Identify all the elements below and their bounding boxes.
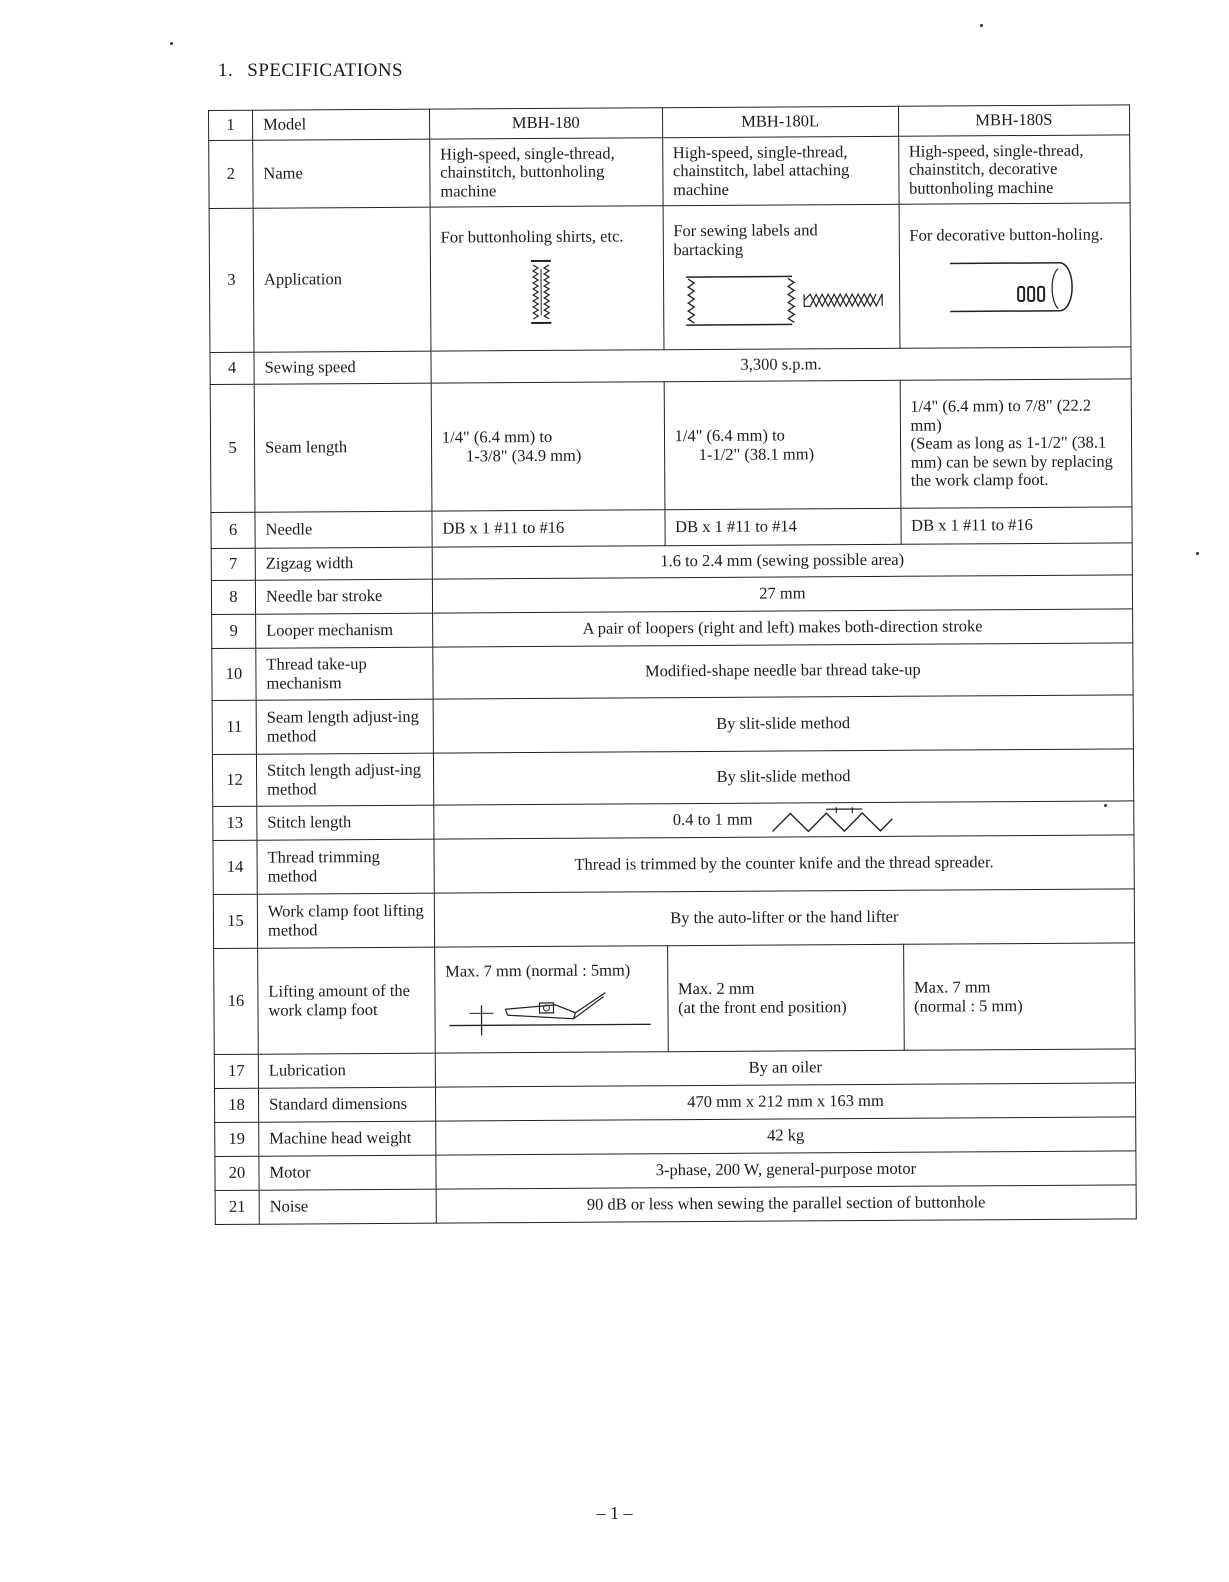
table-row — [212, 643, 1133, 701]
specifications-table — [208, 104, 1137, 1225]
row-item: Seam length — [254, 383, 432, 512]
row-item: Needle — [255, 511, 432, 548]
cell-all-models: By slit-slide method — [433, 749, 1133, 805]
table-row — [215, 1117, 1136, 1157]
model-mbh180s: MBH-180S — [898, 105, 1130, 136]
seam-length-min: 1/4" (6.4 mm) to — [441, 426, 553, 447]
row-number: 11 — [212, 700, 256, 754]
cell-all-models: 3-phase, 200 W, general-purpose motor — [436, 1151, 1136, 1189]
table-row — [212, 695, 1133, 755]
row-number: 3 — [209, 208, 254, 352]
zigzag-stitch-icon — [771, 806, 895, 833]
row-item: Sewing speed — [254, 351, 431, 384]
seam-length-min: 1/4" (6.4 mm) to — [674, 425, 785, 446]
row-item: Seam length adjust-ing method — [256, 699, 433, 754]
row-number: 12 — [212, 754, 256, 806]
row-number: 1 — [209, 110, 253, 140]
application-text: For decorative button-holing. — [909, 224, 1104, 245]
cell-all-models: Modified-shape needle bar thread take-up — [433, 643, 1133, 699]
row-item: Thread take-up mechanism — [256, 647, 433, 700]
row-item: Lifting amount of the work clamp foot — [258, 947, 436, 1054]
row-number: 8 — [211, 580, 255, 614]
lifting-amount-max: Max. 7 mm — [913, 977, 991, 997]
page-number: – 1 – — [596, 1503, 633, 1523]
scan-speck — [980, 24, 983, 27]
cell-all-models: 27 mm — [432, 575, 1132, 613]
seam-length-max: 1-1/2" (38.1 mm) — [698, 443, 815, 464]
row-item: Stitch length adjust-ing method — [256, 753, 433, 806]
cell-all-models — [434, 801, 1134, 839]
cell-mbh180l — [664, 380, 901, 509]
stitch-length-value: 0.4 to 1 mm — [672, 808, 753, 829]
cell-mbh180 — [431, 382, 664, 511]
row-item: Motor — [259, 1155, 436, 1190]
cell-mbh180 — [430, 206, 664, 351]
cell-all-models: By an oiler — [435, 1049, 1135, 1087]
buttonhole-stitch-icon — [441, 256, 631, 329]
row-number: 13 — [213, 806, 257, 840]
seam-length-note: (Seam as long as 1-1/2" (38.1 mm) can be sewn by replacing the work clamp foot. — [910, 432, 1113, 490]
row-number: 17 — [214, 1054, 258, 1088]
row-number: 4 — [210, 352, 254, 384]
cell-mbh180l — [663, 204, 900, 349]
row-item: Application — [253, 207, 431, 352]
row-item: Name — [253, 139, 430, 208]
clamp-foot-lift-icon — [445, 990, 655, 1037]
table-row — [214, 1083, 1135, 1123]
cell-mbh180s — [903, 943, 1135, 1050]
table-row — [211, 507, 1132, 549]
page-title — [218, 60, 403, 82]
application-text: For buttonholing shirts, etc. — [440, 226, 624, 247]
table-row — [209, 135, 1130, 209]
cell-mbh180s — [899, 203, 1131, 348]
section-number: 1. — [218, 60, 234, 81]
model-mbh180: MBH-180 — [429, 108, 662, 139]
table-row — [209, 203, 1131, 353]
cell-all-models: 3,300 s.p.m. — [431, 347, 1131, 383]
lifting-amount-text: Max. 7 mm (normal : 5mm) — [445, 960, 631, 981]
scan-speck — [1104, 804, 1107, 807]
seam-length-max: 1-3/8" (34.9 mm) — [465, 445, 582, 465]
table-row — [215, 1185, 1136, 1225]
row-item: Model — [252, 109, 429, 140]
table-row — [214, 1049, 1135, 1089]
row-item: Work clamp foot lifting method — [257, 893, 434, 948]
row-number: 21 — [215, 1190, 259, 1224]
seam-length-range: 1/4" (6.4 mm) to 7/8" (22.2 mm) — [910, 395, 1092, 435]
section-title: SPECIFICATIONS — [247, 60, 404, 81]
row-item: Lubrication — [258, 1053, 435, 1088]
cell-mbh180l: DB x 1 #11 to #14 — [665, 508, 901, 545]
row-item: Standard dimensions — [258, 1087, 435, 1122]
row-item: Noise — [259, 1189, 436, 1224]
cell-all-models: A pair of loopers (right and left) makes both-direction stroke — [432, 609, 1132, 647]
row-number: 15 — [213, 894, 257, 948]
row-item: Needle bar stroke — [255, 579, 432, 614]
table-row — [212, 609, 1133, 649]
row-number: 5 — [210, 384, 255, 512]
cell-all-models: 1.6 to 2.4 mm (sewing possible area) — [432, 543, 1132, 579]
cell-mbh180: DB x 1 #11 to #16 — [432, 510, 665, 547]
scan-speck — [1196, 552, 1199, 555]
row-number: 19 — [215, 1122, 259, 1156]
row-item: Zigzag width — [255, 547, 432, 580]
table-row — [210, 379, 1132, 513]
row-number: 18 — [214, 1088, 258, 1122]
row-number: 20 — [215, 1156, 259, 1190]
table-row — [213, 835, 1134, 895]
cell-mbh180s: DB x 1 #11 to #16 — [901, 507, 1133, 544]
row-item: Looper mechanism — [256, 613, 433, 648]
row-number: 9 — [212, 614, 256, 648]
table-row — [211, 575, 1132, 615]
row-number: 7 — [211, 548, 255, 580]
cell-mbh180 — [434, 946, 667, 1053]
table-row — [215, 1151, 1136, 1191]
label-bartack-icon — [674, 268, 889, 333]
application-text: For sewing labels and bartacking — [673, 220, 818, 259]
cell-mbh180l — [667, 944, 904, 1051]
scan-speck — [170, 42, 173, 45]
row-number: 2 — [209, 140, 253, 208]
row-number: 16 — [214, 948, 259, 1054]
decorative-buttonhole-icon — [909, 254, 1109, 325]
lifting-amount-note: (at the front end position) — [678, 996, 847, 1017]
cell-all-models: 470 mm x 212 mm x 163 mm — [435, 1083, 1135, 1121]
row-item: Thread trimming method — [257, 839, 434, 894]
table-row — [213, 889, 1134, 949]
table-row — [214, 943, 1136, 1055]
row-item: Machine head weight — [259, 1121, 436, 1156]
cell-mbh180s — [900, 379, 1132, 508]
lifting-amount-note: (normal : 5 mm) — [914, 995, 1023, 1016]
table-row — [212, 749, 1133, 807]
cell-mbh180: High-speed, single-thread, chainstitch, buttonholing machine — [430, 138, 663, 207]
row-number: 14 — [213, 840, 257, 894]
row-item: Stitch length — [257, 805, 434, 840]
model-mbh180l: MBH-180L — [662, 106, 898, 137]
cell-mbh180s: High-speed, single-thread, chainstitch, decorative buttonholing machine — [898, 135, 1130, 204]
table-row — [213, 801, 1134, 841]
cell-all-models: By the auto-lifter or the hand lifter — [434, 889, 1134, 947]
row-number: 6 — [211, 512, 255, 548]
cell-all-models: 90 dB or less when sewing the parallel section of buttonhole — [436, 1185, 1136, 1223]
cell-mbh180l: High-speed, single-thread, chainstitch, label attaching machine — [662, 136, 898, 205]
lifting-amount-max: Max. 2 mm — [677, 978, 755, 999]
cell-all-models: 42 kg — [436, 1117, 1136, 1155]
cell-all-models: By slit-slide method — [433, 695, 1133, 753]
row-number: 10 — [212, 648, 256, 700]
cell-all-models: Thread is trimmed by the counter knife and the thread spreader. — [434, 835, 1134, 893]
